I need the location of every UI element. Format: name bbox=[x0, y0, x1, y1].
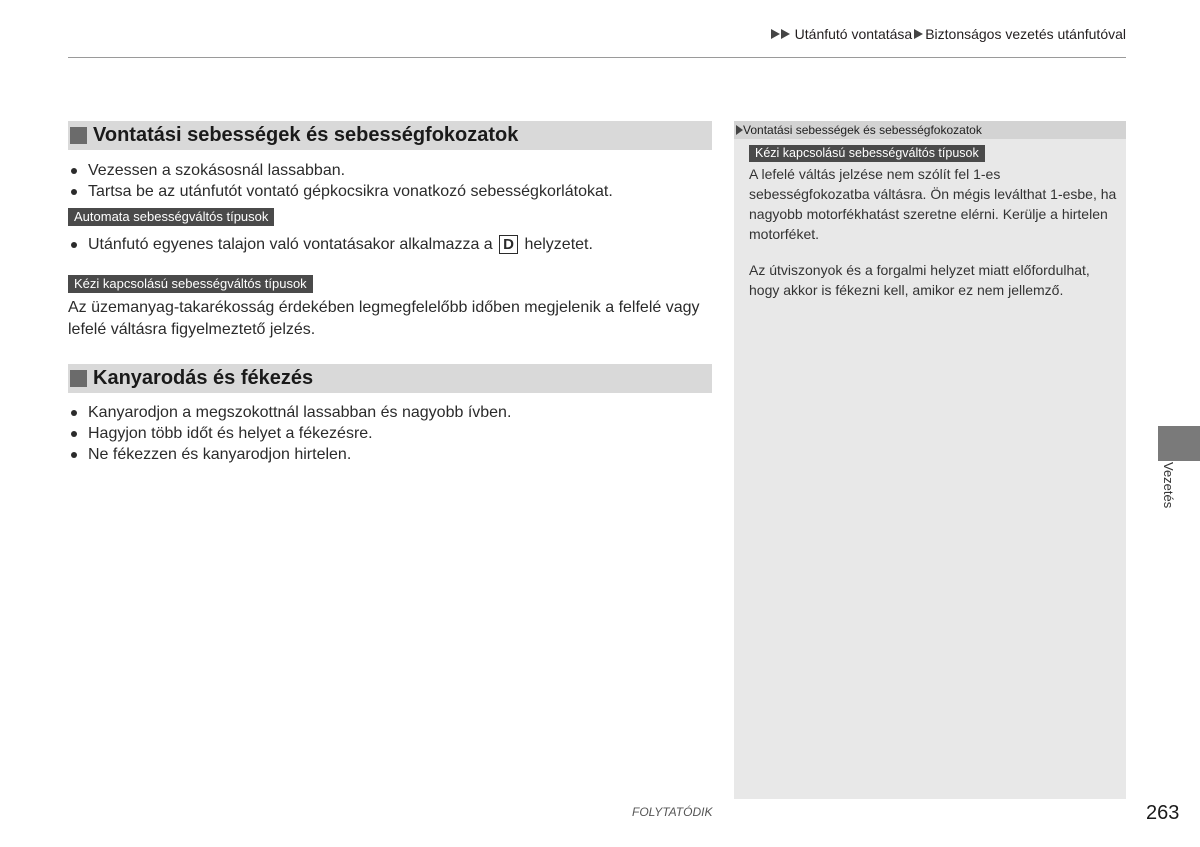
gear-d-icon: D bbox=[499, 235, 518, 254]
section-header-towing-speeds bbox=[68, 121, 712, 150]
breadcrumb-item-safe-driving[interactable]: Biztonságos vezetés utánfutóval bbox=[925, 26, 1126, 42]
sidebar-paragraph: A lefelé váltás jelzése nem szólít fel 1-es sebességfokozatba váltásra. Ön mégis leválthat 1-esbe, ha nagyobb motorfékhatást szeretne elérni. Kerülje a hirtelen motorféket. bbox=[749, 166, 1117, 242]
chapter-tab-label: Vezetés bbox=[1161, 462, 1176, 509]
sidebar-notes bbox=[734, 121, 1126, 799]
sidebar-header bbox=[734, 121, 1126, 139]
section-header-turning-braking bbox=[68, 364, 712, 393]
list-item: Hagyjon több időt és helyet a fékezésre. bbox=[68, 423, 712, 444]
bullet-list bbox=[68, 234, 712, 255]
breadcrumb-item-towing[interactable]: Utánfutó vontatása bbox=[794, 26, 913, 42]
header-divider bbox=[68, 57, 1126, 58]
bullet-list bbox=[68, 402, 712, 465]
arrow-icon bbox=[736, 125, 743, 135]
list-item: Tartsa be az utánfutót vontató gépkocsikra vonatkozó sebességkorlátokat. bbox=[68, 181, 712, 202]
chapter-tab[interactable] bbox=[1158, 426, 1200, 461]
section-title: Kanyarodás és fékezés bbox=[93, 367, 314, 389]
list-item: Ne fékezzen és kanyarodjon hirtelen. bbox=[68, 444, 712, 465]
bullet-text: Utánfutó egyenes talajon való vontatásakor alkalmazza a bbox=[88, 236, 493, 253]
square-bullet-icon bbox=[70, 370, 87, 387]
manual-transmission-text: Az üzemanyag-takarékosság érdekében legmegfelelőbb időben megjelenik a felfelé vagy lefelé váltásra figyelmeztető jelzés. bbox=[68, 299, 700, 338]
double-arrow-icon bbox=[771, 29, 791, 39]
manual-transmission-tag: Kézi kapcsolású sebességváltós típusok bbox=[68, 275, 313, 293]
page-number: 263 bbox=[1146, 802, 1180, 824]
list-item: Vezessen a szokásosnál lassabban. bbox=[68, 160, 712, 181]
square-bullet-icon bbox=[70, 127, 87, 144]
bullet-list bbox=[68, 160, 712, 202]
bullet-text: helyzetet. bbox=[524, 236, 593, 253]
section-title: Vontatási sebességek és sebességfokozatok bbox=[93, 124, 519, 146]
sidebar-header-text: Vontatási sebességek és sebességfokozatok bbox=[743, 123, 982, 137]
sidebar-manual-tag: Kézi kapcsolású sebességváltós típusok bbox=[749, 145, 985, 162]
continued-label: FOLYTATÓDIK bbox=[632, 805, 713, 819]
automatic-transmission-tag: Automata sebességváltós típusok bbox=[68, 208, 274, 226]
sidebar-paragraph: Az útviszonyok és a forgalmi helyzet miatt előfordulhat, hogy akkor is fékezni kell, amikor ez nem jellemző. bbox=[749, 262, 1090, 298]
list-item: Kanyarodjon a megszokottnál lassabban és nagyobb ívben. bbox=[68, 402, 712, 423]
arrow-icon bbox=[914, 29, 923, 39]
main-content bbox=[68, 121, 712, 465]
list-item bbox=[68, 234, 712, 255]
breadcrumb bbox=[771, 26, 1126, 42]
